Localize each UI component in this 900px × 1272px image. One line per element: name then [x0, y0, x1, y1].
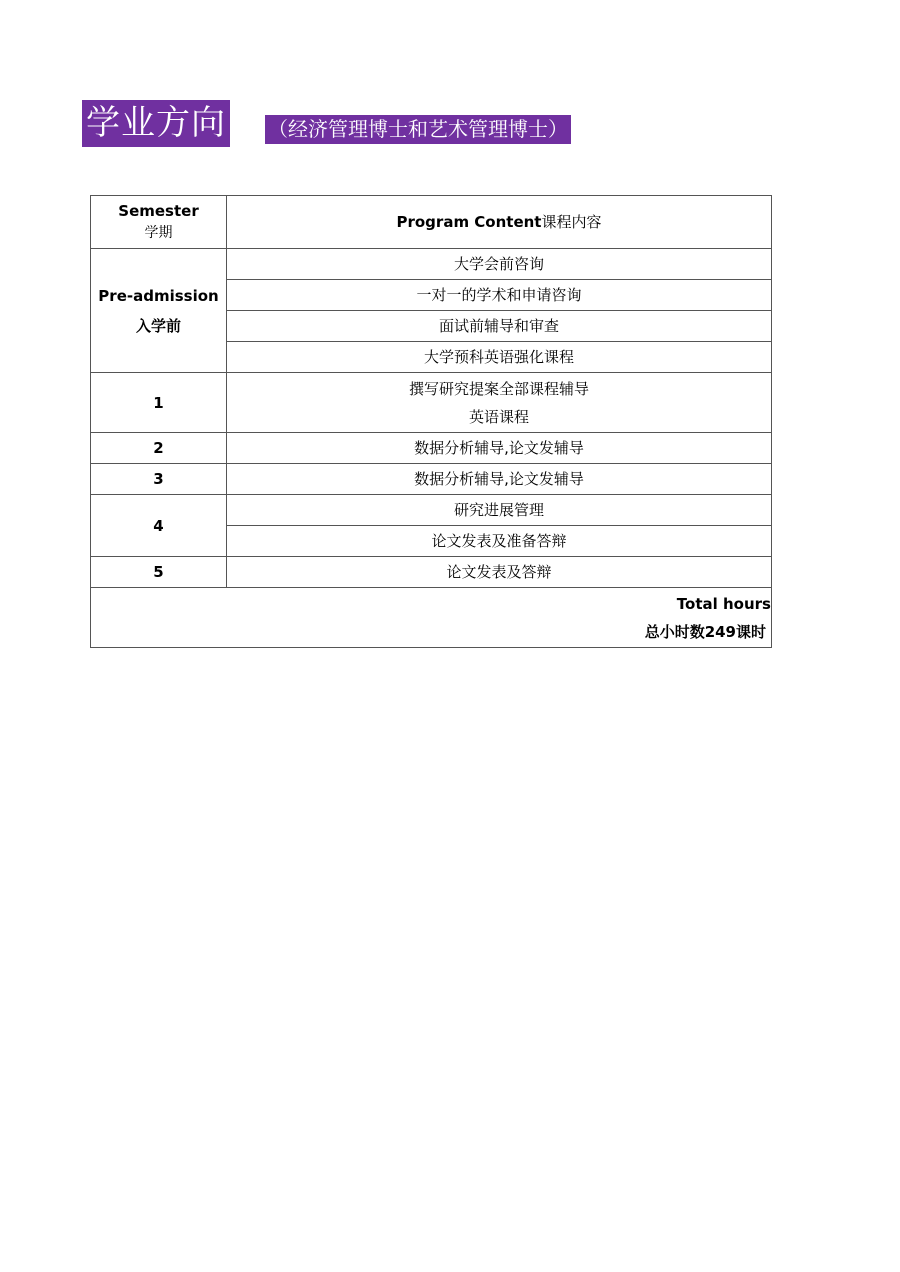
content-item-multi [227, 373, 772, 433]
semester-cell: 1 [91, 373, 227, 433]
content-item: 数据分析辅导,论文发辅导 [227, 433, 772, 464]
semester-cell: 2 [91, 433, 227, 464]
semester-cell: 3 [91, 464, 227, 495]
content-item: 论文发表及答辩 [227, 557, 772, 588]
content-item: 撰写研究提案全部课程辅导 [408, 379, 589, 398]
table-row [91, 373, 772, 433]
table-row [91, 249, 772, 280]
total-hours-label: Total hours [676, 594, 771, 613]
content-header-en: Program Content [396, 213, 542, 231]
content-item: 论文发表及准备答辩 [227, 526, 772, 557]
semester-header-zh: 学期 [144, 225, 173, 241]
total-hours-value: 总小时数249课时 [644, 622, 766, 641]
table-row [91, 557, 772, 588]
semester-cell: 4 [91, 495, 227, 557]
table-row [91, 495, 772, 526]
page-subtitle: （经济管理博士和艺术管理博士） [265, 115, 571, 144]
total-row [91, 588, 772, 648]
semester-label-zh: 入学前 [135, 316, 181, 335]
semester-cell: 5 [91, 557, 227, 588]
semester-label-en: Pre-admission [98, 286, 219, 305]
content-item: 数据分析辅导,论文发辅导 [227, 464, 772, 495]
content-item: 一对一的学术和申请咨询 [227, 280, 772, 311]
semester-header-en: Semester [118, 202, 199, 220]
content-item: 大学预科英语强化课程 [227, 342, 772, 373]
content-item: 大学会前咨询 [227, 249, 772, 280]
content-item: 面试前辅导和审查 [227, 311, 772, 342]
content-header [227, 196, 772, 249]
content-item: 研究进展管理 [227, 495, 772, 526]
content-header-zh: 课程内容 [541, 213, 602, 231]
page-title: 学业方向 [82, 100, 230, 147]
program-table [90, 195, 772, 648]
semester-header [91, 196, 227, 249]
table-header-row [91, 196, 772, 249]
table-row [91, 464, 772, 495]
semester-cell-preadmission [91, 249, 227, 373]
content-item: 英语课程 [468, 407, 529, 426]
total-cell [91, 588, 772, 648]
table-row [91, 433, 772, 464]
